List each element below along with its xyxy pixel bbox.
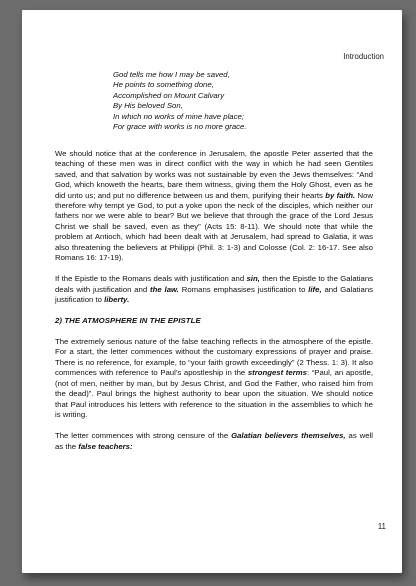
emphasis-text: life, [308,284,322,294]
poem-block [113,70,373,133]
text-run: and Galatians justification to [55,284,374,305]
text-run: We should notice that at the conference in Jerusalem, the apostle Peter asserted that the teaching of these men was in direct conflict with the way in which he had seen Gentiles saved, and that salvation by works was not sustainable by even the Jews themselves: “And God, which knoweth the hearts, bare them witness, giving them the Holy Ghost, even as he did unto us; and put no difference between us and them, purifying their hearts [55,148,373,200]
emphasis-text: the law. [150,284,179,294]
text-run: then the Epistle to the Galatians deals with justification and [55,274,374,294]
poem-line: Accomplished on Mount Calvary [113,90,225,100]
text-run: The letter commences with strong censure of the [55,431,232,441]
emphasis-text: liberty. [104,295,130,305]
text-run: as well as the [55,431,373,451]
poem-line: In which no works of mine have place; [113,111,244,121]
poem-line: God tells me how I may be saved, [113,70,230,79]
text-run: If the Epistle to the Romans deals with justification and [55,274,247,284]
running-head: Introduction [343,52,384,61]
text-run: The extremely serious nature of the false teaching reflects in the atmosphere of the epistle. For a start, the letter commences without the customary expressions of prayer and praise. There is no reference, for example, to “your faith growth exceedingly” (2 Thess. 1: 3). It also commences with reference to Paul’s apostleship in the [55,337,373,378]
paragraph-censure [55,431,373,452]
poem-line: For grace with works is no more grace. [113,122,247,132]
paragraph-jerusalem-conference [55,149,373,264]
paragraph-atmosphere [55,337,373,421]
emphasis-text: false teachers: [78,441,133,451]
text-run: Romans emphasises justification to [178,284,309,294]
emphasis-text: by faith. [325,190,356,200]
emphasis-text: sin, [246,274,260,284]
text-run: Now therefore why tempt ye God, to put a yoke upon the neck of the disciples, which neither our fathers nor we were able to bear? But we believe that through the grace of the Lord Jesus Christ we shall be saved, even as they” (Acts 15: 8-11). We should note that while the problem at Antioch, which had been dealt with at Jerusalem, had spread to Galatia, it was also threatening the believers at Philippi (Phil. 3: 1-3) and Colosse (Col. 2: 16-17. See also Romans 16: 17-19). [55,190,373,263]
poem-line: By His beloved Son, [113,101,183,111]
book-page [22,10,402,573]
page-body [55,70,373,463]
section-heading: 2) THE ATMOSPHERE IN THE EPISTLE [55,316,201,326]
page-number: 11 [377,522,386,531]
paragraph-romans-galatians [55,274,373,305]
poem-line: He points to something done, [113,80,214,90]
text-run: : “Paul, an apostle, (not of men, neither by man, but by Jesus Christ, and God the Father, who raised him from the dead)”. Paul brings the highest authority to bear upon the situation. We should notice that Paul introduces his letters with reference to the situation in the assemblies to which he is writing. [55,368,373,420]
emphasis-text: strongest terms [247,368,307,378]
emphasis-text: Galatian believers themselves, [231,431,346,441]
